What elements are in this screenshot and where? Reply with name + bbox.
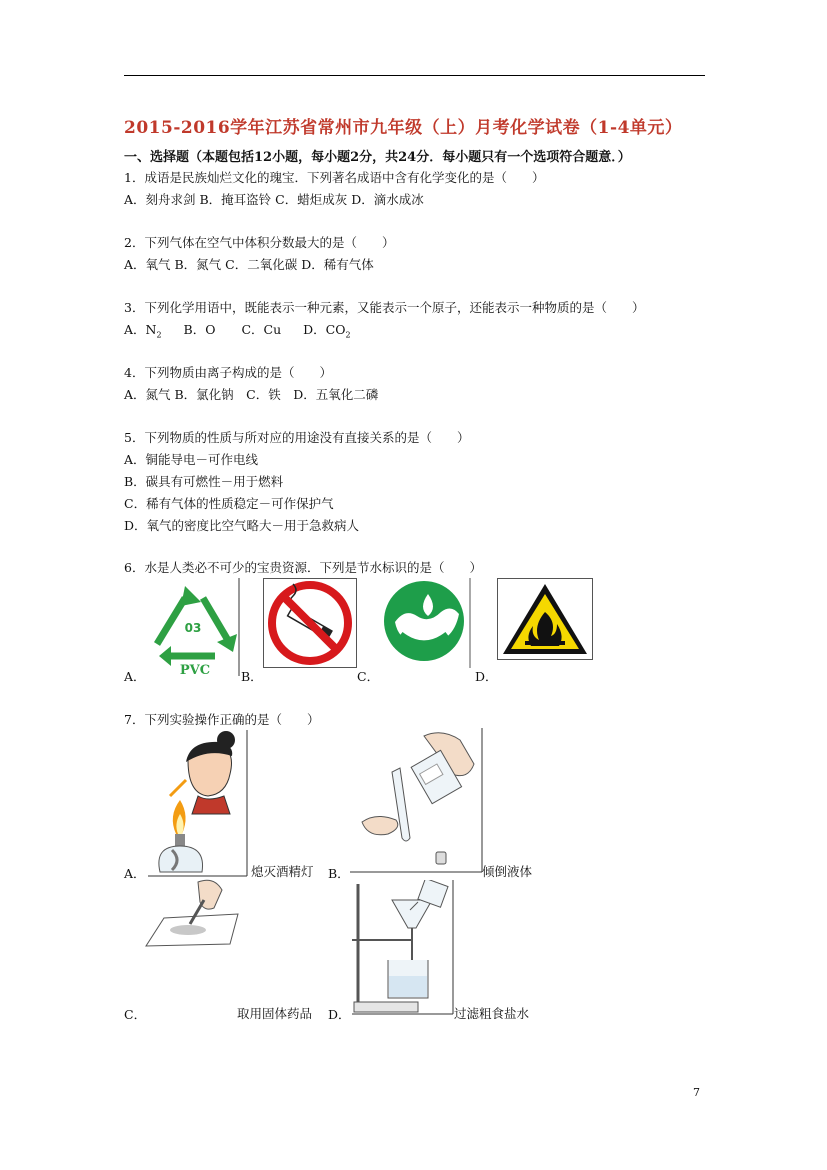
q6-label-a: A． xyxy=(124,669,146,684)
q6-label-d: D． xyxy=(475,669,498,684)
q7-label-c: C． xyxy=(124,1007,147,1022)
q7-label-b: B． xyxy=(328,866,350,881)
q3-option-d: D．CO xyxy=(303,322,346,337)
q1-options: A．刻舟求剑 B．掩耳盗铃 C．蜡炬成灰 D．滴水成冰 xyxy=(124,192,424,207)
blow-out-lamp-illustration xyxy=(148,730,248,878)
q6-stem: 6．水是人类必不可少的宝贵资源．下列是节水标识的是（ ） xyxy=(124,560,482,575)
q5-option-a: A．铜能导电－可作电线 xyxy=(124,452,259,467)
water-saving-icon xyxy=(381,578,471,668)
page-title: 2015-2016学年江苏省常州市九年级（上）月考化学试卷（1-4单元） xyxy=(124,118,683,138)
flammable-warning-icon xyxy=(497,578,593,660)
q1-stem: 1．成语是民族灿烂文化的瑰宝．下列著名成语中含有化学变化的是（ ） xyxy=(124,170,545,185)
q7-label-d: D． xyxy=(328,1007,351,1022)
q3-stem: 3．下列化学用语中，既能表示一种元素，又能表示一个原子，还能表示一种物质的是（ ） xyxy=(124,300,645,315)
q7-label-a: A． xyxy=(124,866,146,881)
recycle-number: 03 xyxy=(184,621,202,635)
take-solid-illustration xyxy=(144,878,240,948)
page-number: 7 xyxy=(693,1086,700,1099)
recycle-pvc-icon xyxy=(145,578,241,676)
q6-label-b: B． xyxy=(241,669,263,684)
section-heading: 一、选择题（本题包括12小题，每小题2分，共24分．每小题只有一个选项符合题意．） xyxy=(124,150,631,165)
q7-caption-d: 过滤粗食盐水 xyxy=(454,1006,530,1021)
q7-caption-a: 熄灭酒精灯 xyxy=(251,864,314,879)
q3-option-c: C．Cu xyxy=(241,322,282,337)
q7-caption-c: 取用固体药品 xyxy=(237,1006,313,1021)
q3-option-b: B．O xyxy=(183,322,216,337)
q3-option-a-subscript: 2 xyxy=(156,330,162,340)
q4-stem: 4．下列物质由离子构成的是（ ） xyxy=(124,365,332,380)
q5-option-d: D．氧气的密度比空气略大－用于急救病人 xyxy=(124,518,360,533)
filtration-illustration xyxy=(352,880,454,1016)
q3-option-d-subscript: 2 xyxy=(345,330,351,340)
q2-stem: 2．下列气体在空气中体积分数最大的是（ ） xyxy=(124,235,395,250)
q5-option-b: B．碳具有可燃性－用于燃料 xyxy=(124,474,284,489)
q3-option-a: A．N xyxy=(124,322,157,337)
header-rule xyxy=(124,75,705,76)
q2-options: A．氧气 B．氮气 C．二氧化碳 D．稀有气体 xyxy=(124,257,374,272)
q5-stem: 5．下列物质的性质与所对应的用途没有直接关系的是（ ） xyxy=(124,430,470,445)
pour-liquid-illustration xyxy=(350,728,483,874)
q6-label-c: C． xyxy=(357,669,380,684)
no-smoking-icon xyxy=(263,578,357,668)
q5-option-c: C．稀有气体的性质稳定－可作保护气 xyxy=(124,496,334,511)
recycle-text: PVC xyxy=(179,663,211,676)
q3-options xyxy=(124,320,351,340)
q7-caption-b: 倾倒液体 xyxy=(482,864,533,879)
q4-options: A．氮气 B．氯化钠 C．铁 D．五氧化二磷 xyxy=(124,387,379,402)
q7-stem: 7．下列实验操作正确的是（ ） xyxy=(124,712,320,727)
